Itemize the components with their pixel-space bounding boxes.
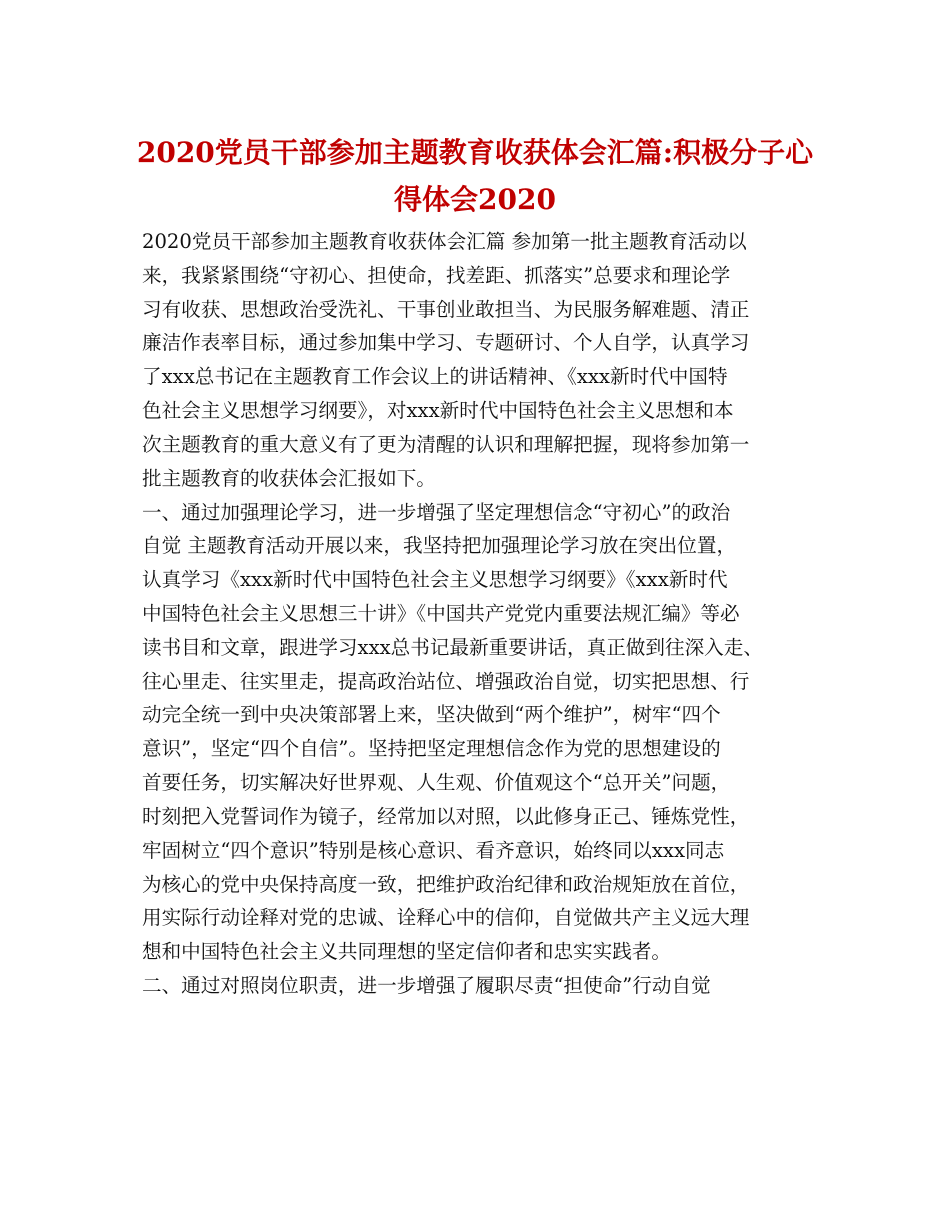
body-line: 想和中国特色社会主义共同理想的坚定信仰者和忠实实践者。: [142, 940, 672, 963]
document-title-line-2: 得体会2020: [394, 183, 556, 216]
body-line: 用实际行动诠释对党的忠诚、诠释心中的信仰，自觉做共产主义远大理: [142, 906, 750, 929]
body-line: 二、通过对照岗位职责，进一步增强了履职尽责“担使命”行动自觉: [142, 974, 711, 997]
body-line: 了xxx总书记在主题教育工作会议上的讲话精神、《xxx新时代中国特: [142, 365, 728, 388]
body-line: 来，我紧紧围绕“守初心、担使命，找差距、抓落实”总要求和理论学: [142, 264, 731, 287]
body-line: 习有收获、思想政治受洗礼、干事创业敢担当、为民服务解难题、清正: [142, 298, 750, 321]
body-line: 一、通过加强理论学习，进一步增强了坚定理想信念“守初心”的政治: [142, 501, 731, 524]
body-line: 读书目和文章，跟进学习xxx总书记最新重要讲话，真正做到往深入走、: [142, 636, 763, 659]
body-line: 中国特色社会主义思想三十讲》《中国共产党党内重要法规汇编》等必: [142, 602, 740, 625]
body-line: 批主题教育的收获体会汇报如下。: [142, 467, 436, 490]
body-line: 首要任务，切实解决好世界观、人生观、价值观这个“总开关”问题，: [142, 771, 731, 794]
body-line: 2020党员干部参加主题教育收获体会汇篇 参加第一批主题教育活动以: [142, 230, 747, 253]
body-line: 动完全统一到中央决策部署上来，坚决做到“两个维护”，树牢“四个: [142, 703, 721, 726]
body-line: 认真学习《xxx新时代中国特色社会主义思想学习纲要》《xxx新时代: [142, 568, 728, 591]
body-line: 自觉 主题教育活动开展以来，我坚持把加强理论学习放在突出位置，: [142, 534, 737, 557]
document-title-line-1: 2020党员干部参加主题教育收获体会汇篇:积极分子心: [136, 136, 814, 169]
body-line: 色社会主义思想学习纲要》，对xxx新时代中国特色社会主义思想和本: [142, 399, 734, 422]
body-line: 意识”，坚定“四个自信”。坚持把坚定理想信念作为党的思想建设的: [142, 737, 721, 760]
body-line: 时刻把入党誓词作为镜子，经常加以对照，以此修身正己、锤炼党性，: [142, 805, 750, 828]
body-line: 为核心的党中央保持高度一致，把维护政治纪律和政治规矩放在首位，: [142, 873, 750, 896]
body-line: 牢固树立“四个意识”特别是核心意识、看齐意识，始终同以xxx同志: [142, 839, 725, 862]
body-line: 廉洁作表率目标，通过参加集中学习、专题研讨、个人自学，认真学习: [142, 331, 750, 354]
body-line: 次主题教育的重大意义有了更为清醒的认识和理解把握，现将参加第一: [142, 433, 750, 456]
body-line: 往心里走、往实里走，提高政治站位、增强政治自觉，切实把思想、行: [142, 670, 750, 693]
